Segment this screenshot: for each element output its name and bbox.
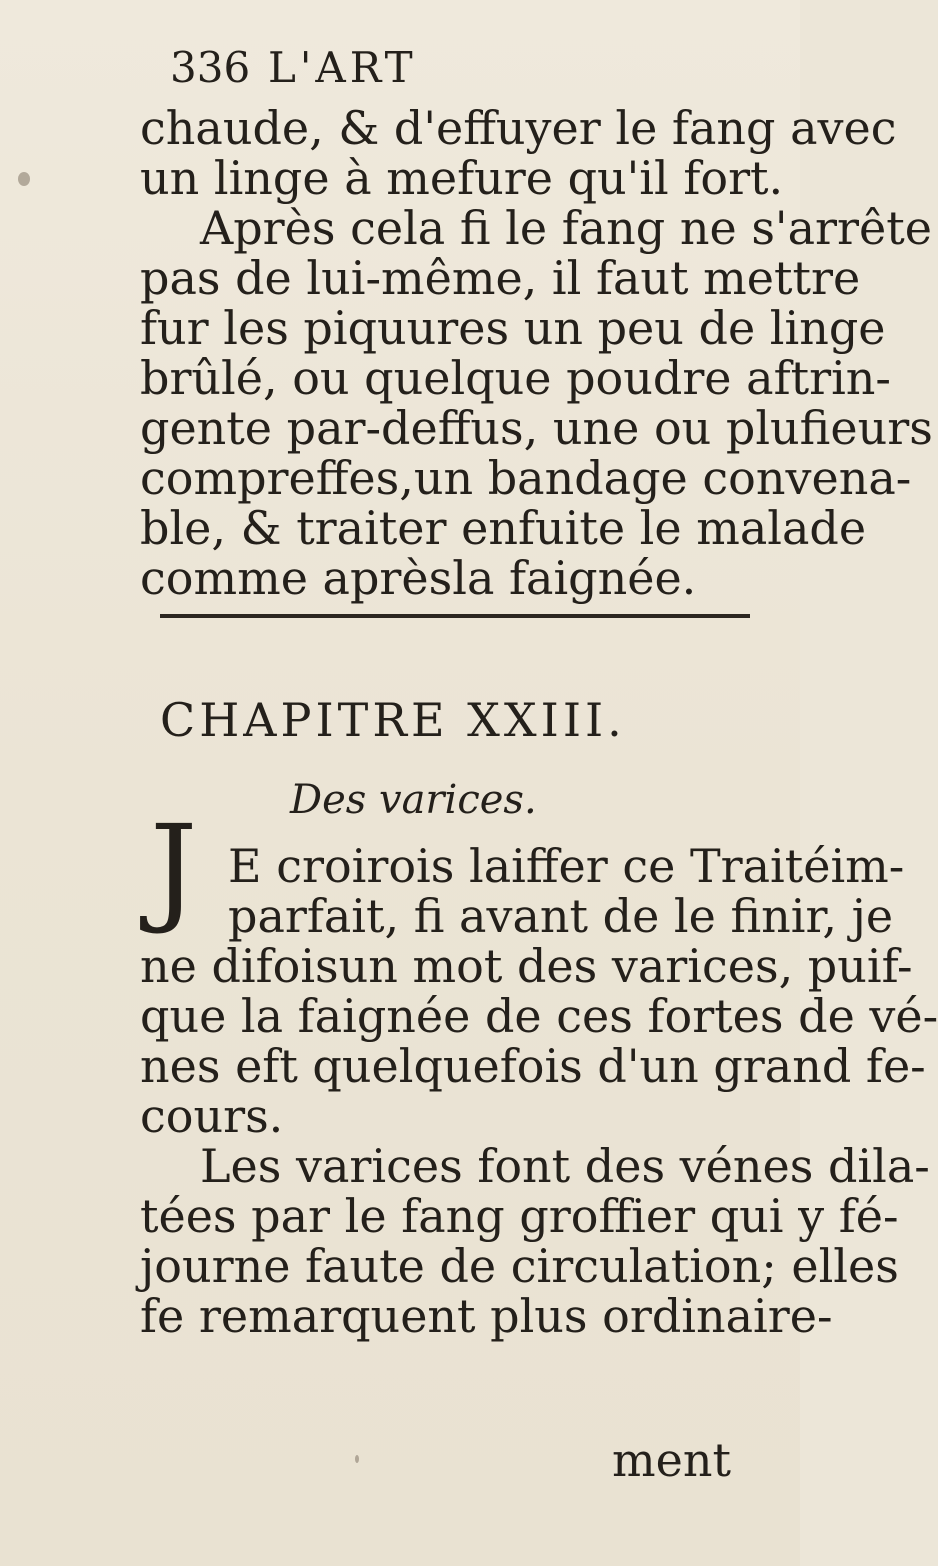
- text-line: comme aprèsla faignée.: [140, 551, 697, 605]
- text-line: que la faignée de ces fortes de vé-: [140, 989, 938, 1043]
- chapter-subtitle: Des varices.: [290, 777, 537, 823]
- text-line: un linge à mefure qu'il fort.: [140, 151, 784, 205]
- text-line: tées par le fang groffier qui y fé-: [140, 1189, 899, 1243]
- page-header: [170, 38, 690, 98]
- chapter-heading: CHAPITRE XXIII.: [160, 693, 626, 747]
- ink-spot: [355, 1455, 359, 1463]
- text-line: gente par-deffus, une ou plufieurs: [140, 401, 933, 455]
- text-line: Les varices font des vénes dila-: [200, 1139, 930, 1193]
- text-line: pas de lui-même, il faut mettre: [140, 251, 861, 305]
- text-line: ne difoisun mot des varices, puif-: [140, 939, 913, 993]
- page-number: 336: [170, 43, 251, 92]
- text-line: ble, & traiter enfuite le malade: [140, 501, 867, 555]
- text-line: journe faute de circulation; elles: [140, 1239, 899, 1293]
- text-line: nes eft quelquefois d'un grand fe-: [140, 1039, 926, 1093]
- running-title: L'ART: [268, 43, 417, 92]
- text-line: fur les piquures un peu de linge: [140, 301, 886, 355]
- drop-capital: J: [150, 799, 198, 937]
- text-line: chaude, & d'effuyer le fang avec: [140, 101, 897, 155]
- text-line: compreffes,un bandage convena-: [140, 451, 912, 505]
- text-line: brûlé, ou quelque poudre aftrin-: [140, 351, 891, 405]
- ink-spot: [18, 172, 30, 186]
- section-rule: [160, 614, 750, 618]
- text-line: parfait, fi avant de le finir, je: [228, 889, 894, 943]
- text-line: Après cela fi le fang ne s'arrête: [200, 201, 932, 255]
- text-line: E croirois laiffer ce Traitéim-: [228, 839, 905, 893]
- catchword: ment: [612, 1433, 731, 1487]
- text-line: cours.: [140, 1089, 284, 1143]
- text-line: fe remarquent plus ordinaire-: [140, 1289, 833, 1343]
